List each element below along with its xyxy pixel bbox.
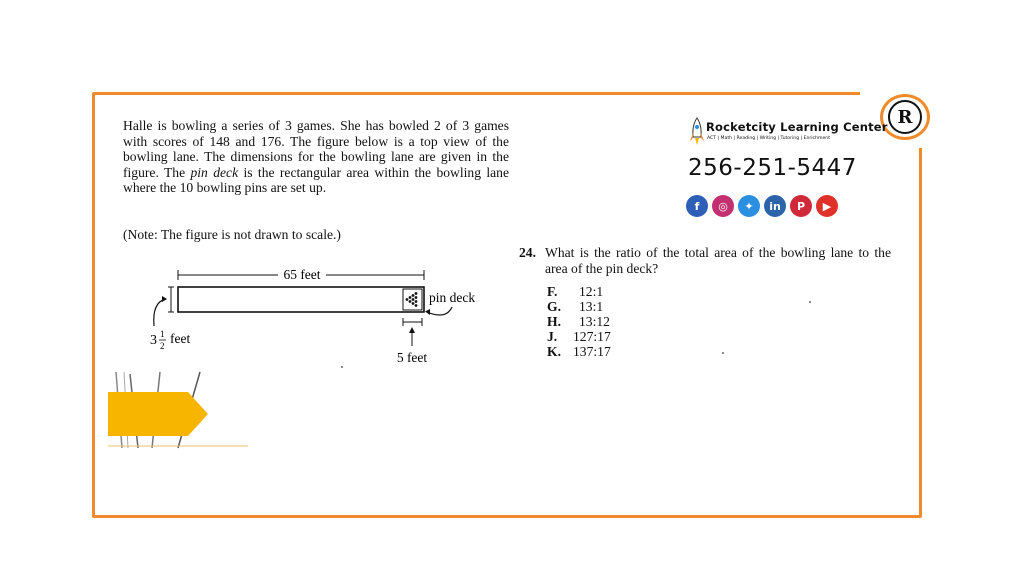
decorative-ribbon [108, 370, 253, 450]
width-denominator: 2 [160, 341, 165, 351]
choice-h[interactable] [547, 314, 611, 329]
instagram-icon[interactable]: ◎ [712, 195, 734, 217]
choice-value: 13:12 [579, 314, 610, 329]
linkedin-icon[interactable]: in [764, 195, 786, 217]
twitter-icon[interactable]: ✦ [738, 195, 760, 217]
graduation-cap-icon: R [888, 100, 922, 134]
social-links [686, 195, 838, 217]
problem-statement [123, 118, 509, 196]
choice-letter: K. [547, 344, 561, 359]
speck [809, 301, 811, 303]
width-whole: 3 [150, 333, 157, 348]
choice-value: 137:17 [573, 344, 611, 359]
bowling-lane [178, 287, 424, 312]
phone-number: 256-251-5447 [688, 155, 857, 181]
rocket-icon [688, 117, 706, 147]
width-pointer [154, 299, 166, 326]
deck-depth-label: 5 feet [396, 350, 428, 365]
pinterest-icon[interactable]: P [790, 195, 812, 217]
width-numerator: 1 [160, 329, 165, 339]
pin-deck-label: pin deck [429, 290, 476, 305]
choice-k[interactable] [547, 344, 611, 359]
question-text: What is the ratio of the total area of the bowling lane to the area of the pin deck? [545, 245, 891, 276]
choice-value: 12:1 [579, 284, 604, 299]
choice-letter: H. [547, 314, 561, 329]
problem-text-before: Halle is bowling a series of 3 games. She has bowled 2 of 3 games with scores of 148 and 176. The figure below is a top view of the bowling lane. The dimensions for the bowling lane are given in the figure. The [123, 118, 509, 180]
speck [722, 352, 724, 354]
question-number: 24. [519, 245, 536, 260]
choice-value: 13:1 [579, 299, 604, 314]
brand-name: Rocketcity Learning Center [706, 120, 888, 134]
problem-text-after: is the rectangular area within the bowling lane where the 10 bowling pins are set up. [123, 164, 510, 195]
scale-note: (Note: The figure is not drawn to scale.) [123, 227, 341, 242]
question-24 [519, 245, 891, 276]
pin-deck-pointer [427, 307, 452, 315]
brand-tagline: ACT | Math | Reading | Writing | Tutoring | Enrichment [707, 136, 831, 141]
ribbon-arrow [108, 392, 208, 436]
bowling-pins [406, 292, 418, 307]
choice-g[interactable] [547, 299, 611, 314]
answer-choices [547, 284, 611, 359]
choice-letter: F. [547, 284, 558, 299]
choice-letter: G. [547, 299, 561, 314]
youtube-icon[interactable]: ▶ [816, 195, 838, 217]
choice-j[interactable] [547, 329, 611, 344]
facebook-icon[interactable]: f [686, 195, 708, 217]
pin-deck-term: pin deck [190, 164, 239, 180]
choice-value: 127:17 [573, 329, 611, 344]
length-label: 65 feet [283, 267, 321, 282]
choice-f[interactable] [547, 284, 611, 299]
bowling-lane-figure [150, 266, 490, 366]
width-unit: feet [170, 331, 191, 346]
speck [341, 366, 343, 368]
choice-letter: J. [547, 329, 558, 344]
